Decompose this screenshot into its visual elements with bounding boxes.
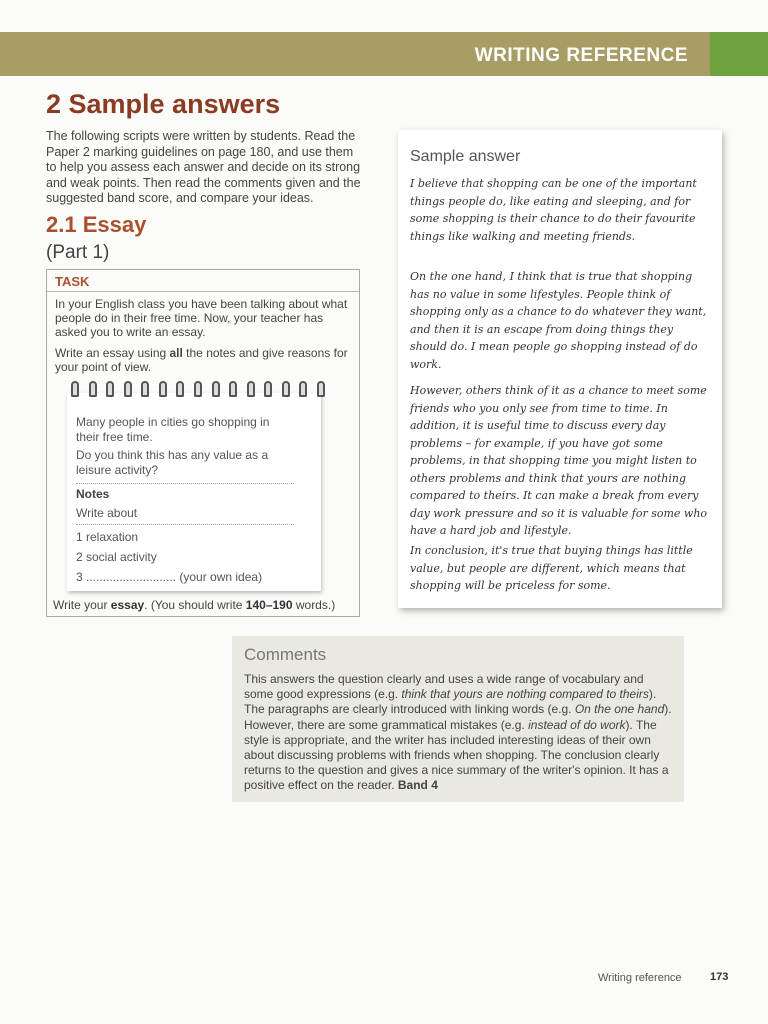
intro-paragraph: The following scripts were written by students. Read the Paper 2 marking guidelines on page 180, and use them to help you assess each answer and decide on its strong and weak points. Then read the comments given and the suggested band score, and compare your ideas. bbox=[46, 129, 361, 205]
task-word-count bbox=[53, 598, 335, 612]
spiral-binding-icon bbox=[71, 381, 325, 401]
task-footer-essay: essay bbox=[110, 598, 145, 612]
task-footer-text: Write your bbox=[53, 598, 111, 612]
comments-text: This answers the question clearly and uses a wide range of vocabulary and some good expressions (e.g. bbox=[244, 672, 644, 702]
notes-label: Notes bbox=[76, 487, 110, 501]
comments-text: ). The paragraphs are clearly introduced with linking words (e.g. bbox=[244, 687, 657, 717]
notepad-rule bbox=[76, 524, 294, 525]
band-score: Band 4 bbox=[397, 778, 438, 793]
task-label: TASK bbox=[55, 274, 90, 289]
notepad-rule bbox=[76, 483, 294, 484]
note-item-1: 1 relaxation bbox=[76, 530, 139, 544]
page-number: 173 bbox=[710, 971, 729, 983]
comments-example: instead of do work bbox=[528, 717, 626, 732]
task-footer-text: . (You should write bbox=[144, 598, 246, 612]
comments-box bbox=[232, 636, 684, 802]
task-instruction-2-text: Write an essay using bbox=[55, 346, 170, 360]
note-item-3: 3 ........................... (your own idea) bbox=[76, 570, 263, 584]
notepad-statement: Many people in cities go shopping in their free time. bbox=[76, 415, 270, 444]
footer-section-label: Writing reference bbox=[598, 972, 682, 984]
comments-body bbox=[244, 672, 672, 794]
comments-text: ). However, there are some grammatical mistakes (e.g. bbox=[244, 702, 672, 732]
write-about-label: Write about bbox=[76, 506, 138, 520]
task-instruction-2 bbox=[55, 346, 349, 374]
task-box bbox=[46, 269, 360, 617]
task-instruction-2-emphasis: all bbox=[169, 346, 183, 360]
sample-paragraph: I believe that shopping can be one of the important things people do, like eating and sleeping, and for some shopping is their chance to do their favourite things like walking and meeting friends. bbox=[410, 177, 697, 243]
notepad bbox=[67, 393, 321, 591]
sample-paragraph: On the one hand, I think that is true that shopping has no value in some lifestyles. People think of shopping only as a chance to do whatever they want, and then it is an escape from doing things they should do. I mean people go shopping instead of do work. bbox=[410, 270, 707, 371]
sample-answer-title: Sample answer bbox=[410, 148, 521, 165]
section-subtitle: (Part 1) bbox=[46, 242, 110, 263]
task-instruction: In your English class you have been talking about what people do in their free time. Now, your teacher has asked you to write an essay. bbox=[55, 297, 348, 339]
comments-text: ). The style is appropriate, and the writer has included interesting ideas of their own about discussing problems with friends when shopping. The conclusion clearly returns to the question and gives a nice summary of the writer's opinion. It has a positive effect on the reader. bbox=[244, 717, 669, 793]
banner-title: WRITING REFERENCE bbox=[474, 45, 688, 66]
task-divider bbox=[47, 291, 359, 292]
section-title: 2.1 Essay bbox=[46, 212, 147, 237]
task-footer-range: 140–190 bbox=[245, 598, 293, 612]
sample-paragraph: In conclusion, it's true that buying things has little value, but people are different, which means that shopping will be priceless for some. bbox=[410, 544, 693, 592]
notepad-question: Do you think this has any value as a leisure activity? bbox=[76, 448, 269, 477]
sample-answer-card bbox=[398, 130, 722, 608]
comments-example: think that yours are nothing compared to theirs bbox=[401, 687, 649, 702]
comments-title: Comments bbox=[244, 645, 327, 664]
page-title: 2 Sample answers bbox=[46, 89, 281, 119]
task-instruction-2-text-end: the notes and give reasons for your point of view. bbox=[55, 346, 348, 374]
note-item-2: 2 social activity bbox=[76, 550, 157, 564]
task-footer-text: words.) bbox=[292, 598, 336, 612]
comments-example: On the one hand bbox=[574, 702, 665, 717]
sample-paragraph: However, others think of it as a chance to meet some friends who you only see from time to time. In addition, it is useful time to discuss every day problems – for example, if you have got some problems, in that shopping time you might listen to others problems and think that yours are nothing compared to theirs. It can make a break from every day work pressure and so it is valuable for some who have a hard job and lifestyle. bbox=[410, 384, 708, 537]
header-accent-tab bbox=[710, 32, 768, 76]
